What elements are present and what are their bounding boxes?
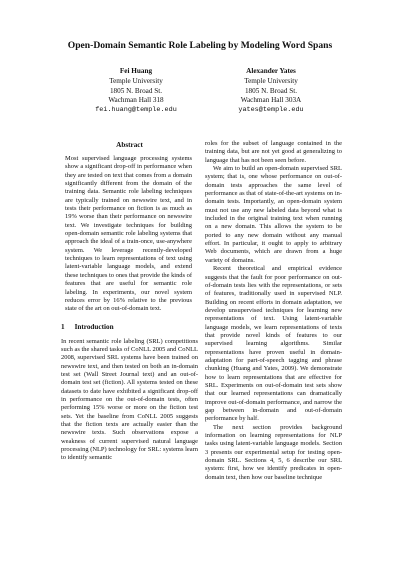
abstract-heading: Abstract xyxy=(116,141,143,149)
author-email: fei.huang@temple.edu xyxy=(95,106,177,115)
author-address-line: 1805 N. Broad St. xyxy=(244,86,298,95)
author-block-2 xyxy=(201,67,341,116)
intro-paragraph-3: Recent theoretical and empirical evidence suggests that the fault for poor performance on out-of-domain tests lies with the representations, or sets of features, traditionally used in supervised NLP. Building on recent efforts in domain adaptation, we develop unsupervised techniques for learning new representations of text. Using latent-variable language models, we learn representations of texts that provide novel kinds of features to our supervised learning algorithms. Similar representations have proven useful in domain-adaptation for part-of-speech tagging and phrase chunking (Huang and Yates, 2009). We demonstrate how to learn representations that are effective for SRL. Experiments on out-of-domain test sets show that our learned representations can dramatically improve out-of-domain performance, and narrow the gap between in-domain and out-of-domain performance by half. xyxy=(205,265,342,423)
intro-paragraph-2: We aim to build an open-domain supervised SRL system; that is, one whose performance on out-of-domain tests approaches the same level of performance as that of state-of-the-art systems on in-domain tests. Importantly, an open-domain system must not use any new labeled data beyond what is included in the original training text when running on a new domain. This allows the system to be ported to any new domain without any manual effort. In particular, it ought to apply to arbitrary Web documents, which are drawn from a huge variety of domains. xyxy=(205,165,342,264)
author-address-line: 1805 N. Broad St. xyxy=(109,86,163,95)
abstract-paragraph: Most supervised language processing systems show a significant drop-off in performance when they are tested on text that comes from a domain significantly different from the domain of the training data. Semantic role labeling techniques are typically trained on newswire text, and in tests their performance on fiction is as much as 19% worse than their performance on newswire text. We investigate techniques for building open-domain semantic role labeling systems that approach the ideal of a train-once, use-anywhere system. We leverage recently-developed techniques to learn representations of text using latent-variable language models, and extend these techniques to ones that provide the kinds of features that are useful for semantic role labeling. In experiments, our novel system reduces error by 16% relative to the previous state of the art on out-of-domain text. xyxy=(65,155,192,313)
author-affiliation: Temple University xyxy=(109,76,163,85)
author-address-line: Wachman Hall 303A xyxy=(240,96,302,105)
paper-title: Open-Domain Semantic Role Labeling by Modeling Word Spans xyxy=(67,40,333,51)
author-block-1 xyxy=(66,67,206,116)
section-heading-introduction xyxy=(61,323,198,332)
author-affiliation: Temple University xyxy=(244,76,298,85)
intro-paragraph-1: In recent semantic role labeling (SRL) competitions such as the shared tasks of CoNLL 2005 and CoNLL 2008, supervised SRL systems have been trained on newswire text, and then tested on both an in-domain test set (Wall Street Journal text) and an out-of-domain test set (fiction). All systems tested on these datasets to date have exhibited a significant drop-off in performance on the out-of-domain tests, often performing 15% worse or more on the fiction test sets. Yet the baseline from CoNLL 2005 suggests that the fiction texts are actually easier than the newswire texts. Such observations expose a weakness of current supervised natural language processing (NLP) technology for SRL: systems learn to identify semantic xyxy=(61,337,198,462)
section-title-text: Introduction xyxy=(74,322,114,331)
section-number: 1 xyxy=(61,322,65,331)
right-column xyxy=(205,140,342,482)
intro-paragraph-continued: roles for the subset of language contained in the training data, but are not yet good at generalizing to language that has not been seen before. xyxy=(205,140,342,164)
intro-paragraph-4: The next section provides background information on learning representations for NLP tasks using latent-variable language models. Section 3 presents our experimental setup for testing open-domain SRL. Sections 4, 5, 6 describe our SRL system: first, how we identify predicates in open-domain text, then how our baseline technique xyxy=(205,423,342,481)
author-name: Fei Huang xyxy=(119,67,153,75)
author-email: yates@temple.edu xyxy=(238,106,304,115)
abstract-text xyxy=(61,155,198,314)
author-address-line: Wachman Hall 318 xyxy=(108,96,164,105)
author-name: Alexander Yates xyxy=(246,67,296,75)
left-column xyxy=(61,141,198,463)
